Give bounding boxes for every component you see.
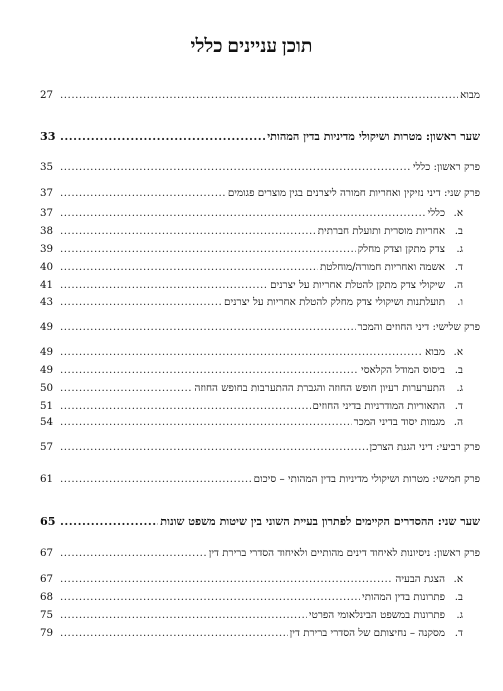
toc-entry-page: 37 <box>40 187 54 199</box>
toc-subentry <box>40 606 463 622</box>
dot-leader <box>60 363 359 377</box>
toc-entry-label: מגמות יסוד בדיני המכר <box>353 416 445 428</box>
dot-leader <box>60 260 318 274</box>
dot-leader <box>60 129 265 143</box>
toc-entry <box>40 438 480 454</box>
toc-entry-marker: ג. <box>456 243 463 255</box>
toc-entry-page: 33 <box>40 129 56 143</box>
dot-leader <box>60 224 316 238</box>
toc-subentry <box>40 204 463 220</box>
toc-entry-label: כללי <box>427 207 445 219</box>
toc-subentry <box>40 276 463 292</box>
toc-entry-page: 37 <box>40 207 54 219</box>
toc-entry-marker: א. <box>453 207 463 219</box>
toc-subentry <box>40 379 463 395</box>
toc-entry-label: אחריות מוסרית ותועלת חברתית <box>317 225 445 237</box>
toc-entry-page: 49 <box>40 364 54 376</box>
toc-entry-marker: ו. <box>457 296 463 308</box>
dot-leader <box>60 626 288 640</box>
dot-leader <box>60 242 356 256</box>
toc-entry-page: 61 <box>40 473 54 485</box>
toc-entry-page: 27 <box>40 89 54 101</box>
toc-entry-label: ביסוס המודל הקלאסי <box>361 364 445 376</box>
toc-entry-label: הצגת הבעיה <box>395 573 445 585</box>
dot-leader <box>60 345 423 359</box>
toc-entry-page: 40 <box>40 261 54 273</box>
dot-leader <box>60 278 268 292</box>
dot-leader <box>60 186 226 200</box>
toc-entry-marker: ה. <box>453 416 463 428</box>
toc-entry-marker: ג. <box>456 382 463 394</box>
dot-leader <box>60 546 207 560</box>
toc-subentry <box>40 258 463 274</box>
toc-entry <box>40 318 480 334</box>
toc-entry-label: התאוריות המודרניות בדיני החוזים <box>312 400 445 412</box>
dot-leader <box>60 320 356 334</box>
toc-subentry <box>40 397 463 413</box>
toc-entry-label: שער ראשון: מטרות ושיקולי מדיניות בדין המהותי <box>267 129 480 143</box>
toc-entry-page: 39 <box>40 243 54 255</box>
dot-leader <box>60 88 458 102</box>
toc-subentry <box>40 624 463 640</box>
toc-subentry <box>40 293 463 309</box>
toc-entry-label: פרק שלישי: דיני החוזים והמכר <box>357 321 480 333</box>
toc-entry <box>40 512 480 528</box>
toc-entry-marker: ד. <box>454 261 463 273</box>
toc-entry-page: 79 <box>40 627 54 639</box>
toc-entry-marker: ב. <box>454 364 463 376</box>
toc-entry-label: פרק חמישי: מטרות ושיקולי מדיניות בדין המהותי – סיכום <box>253 473 480 485</box>
toc-entry-page: 50 <box>40 382 54 394</box>
toc-entry-page: 43 <box>40 296 54 308</box>
dot-leader <box>60 160 411 174</box>
toc-subentry <box>40 222 463 238</box>
dot-leader <box>60 440 368 454</box>
toc-entry-label: פרק ראשון: כללי <box>412 161 480 173</box>
toc-entry-page: 65 <box>40 514 56 528</box>
toc-entry <box>40 184 480 200</box>
toc-entry-label: מבוא <box>460 89 480 101</box>
toc-entry-marker: ג. <box>456 609 463 621</box>
toc-entry-label: אשמה ואחריות חמורה/מוחלטת <box>319 261 445 273</box>
toc-entry-page: 68 <box>40 591 54 603</box>
toc-subentry <box>40 240 463 256</box>
toc-subentry <box>40 413 463 429</box>
toc-subentry <box>40 361 463 377</box>
toc-entry-label: תועלתנות ושיקולי צדק מחלק להטלת אחריות על יצרנים <box>224 296 445 308</box>
toc-entry-label: שער שני: ההסדרים הקיימים לפתרון בעיית השוני בין שיטות משפט שונות <box>160 514 480 528</box>
toc-entry <box>40 127 480 143</box>
toc-entry-page: 57 <box>40 441 54 453</box>
dot-leader <box>60 608 307 622</box>
dot-leader <box>60 590 360 604</box>
dot-leader <box>60 572 393 586</box>
toc-entry-label: צדק מתקן וצדק מחלק <box>357 243 445 255</box>
toc-entry-label: פתרונות בדין המהותי <box>362 591 445 603</box>
dot-leader <box>60 206 426 220</box>
toc-subentry <box>40 588 463 604</box>
dot-leader <box>60 399 311 413</box>
toc-subentry <box>40 343 463 359</box>
toc-entry-page: 49 <box>40 321 54 333</box>
dot-leader <box>60 381 193 395</box>
dot-leader <box>60 415 352 429</box>
toc-entry <box>40 158 480 174</box>
toc-entry-label: מסקנה – נחיצותם של הסדרי ברירת דין <box>289 627 445 639</box>
toc-entry-page: 75 <box>40 609 54 621</box>
toc-entry-label: פתרונות במשפט הבינלאומי הפרטי <box>308 609 445 621</box>
toc-entry-marker: א. <box>453 573 463 585</box>
toc-entry-page: 35 <box>40 161 54 173</box>
toc-subentry <box>40 570 463 586</box>
toc-entry-page: 67 <box>40 573 54 585</box>
toc-entry-marker: א. <box>453 346 463 358</box>
toc-entry-label: פרק שני: דיני נזיקין ואחריות חמורה ליצרנים בגין מוצרים פגומים <box>227 187 480 199</box>
toc-entry-page: 51 <box>40 400 54 412</box>
toc-entry-page: 67 <box>40 547 54 559</box>
toc-entry-page: 54 <box>40 416 54 428</box>
toc-entry-label: מבוא <box>425 346 445 358</box>
toc-entry-page: 38 <box>40 225 54 237</box>
dot-leader <box>60 514 158 528</box>
toc-entry-marker: ד. <box>454 627 463 639</box>
toc-entry <box>40 544 480 560</box>
toc-entry-label: התערערות רעיון חופש החוזה והגברת ההתערבות בחופש החוזה <box>194 382 445 394</box>
toc-entry <box>40 86 480 102</box>
dot-leader <box>60 295 222 309</box>
toc-entry-marker: ה. <box>453 279 463 291</box>
toc-entry-label: פרק רביעי: דיני הגנת הצרכן <box>369 441 480 453</box>
toc-entry-marker: ב. <box>454 225 463 237</box>
toc-entry-label: שיקולי צדק מתקן להטלת אחריות על יצרנים <box>270 279 445 291</box>
dot-leader <box>60 472 252 486</box>
toc-entry-page: 49 <box>40 346 54 358</box>
page-title: תוכן עניינים כללי <box>190 36 313 57</box>
toc-entry-label: פרק ראשון: ניסיונות לאיחוד דינים מהותיים ולאיחוד הסדרי ברירת דין <box>208 547 480 559</box>
toc-entry <box>40 470 480 486</box>
toc-entry-marker: ב. <box>454 591 463 603</box>
toc-entry-marker: ד. <box>454 400 463 412</box>
toc-entry-page: 41 <box>40 279 54 291</box>
